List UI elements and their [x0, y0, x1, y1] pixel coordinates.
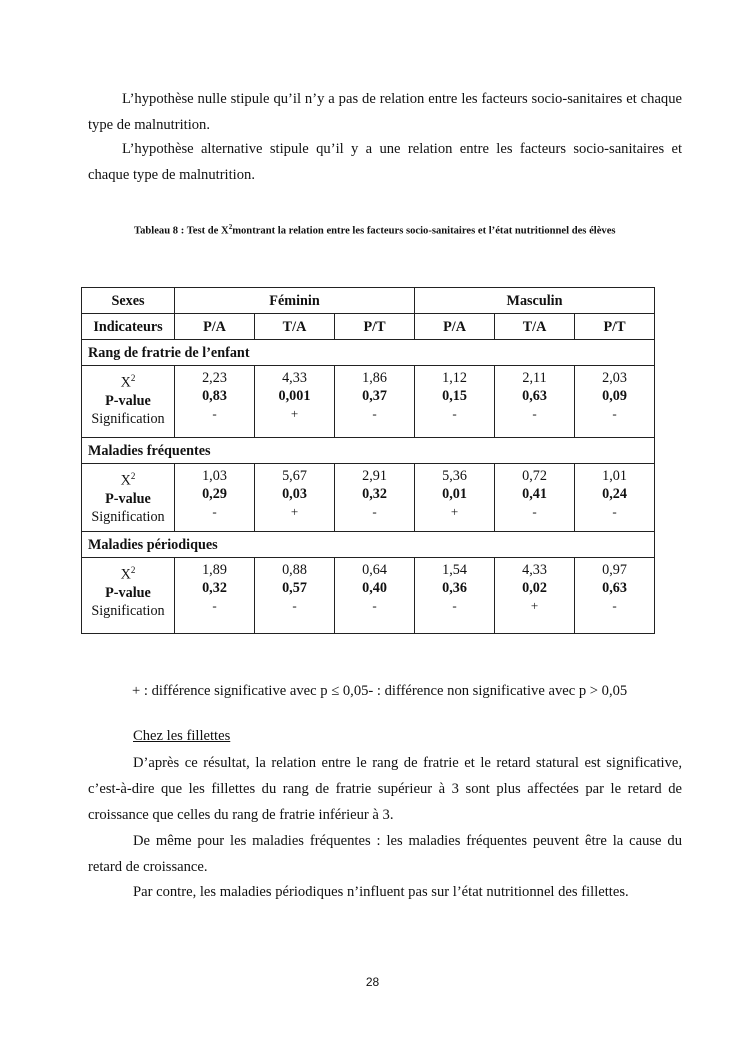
significance-value: - [212, 598, 217, 613]
significance-value: + [290, 504, 299, 519]
row-labels-cell [82, 464, 175, 532]
pvalue-value: 0,41 [522, 486, 547, 502]
pvalue-value: 0,63 [522, 388, 547, 404]
x2-value: 1,01 [602, 468, 627, 484]
result-paragraph-3: Par contre, les maladies périodiques n’influent pas sur l’état nutritionnel des fillettes. [133, 884, 629, 900]
indicateurs-header: Indicateurs [82, 314, 175, 340]
stat-cell [495, 366, 575, 438]
data-row [82, 366, 655, 438]
col-header: P/A [175, 314, 255, 340]
significance-value: - [532, 406, 537, 421]
table-header-sexes [82, 288, 655, 314]
pvalue-value: 0,63 [602, 580, 627, 596]
pvalue-label: P-value [105, 392, 151, 409]
pvalue-value: 0,32 [362, 486, 387, 502]
page-number: 28 [365, 975, 380, 989]
x2-value: 4,33 [282, 370, 307, 386]
section-title: Rang de fratrie de l’enfant [82, 340, 655, 366]
x2-value: 2,11 [522, 370, 547, 386]
significance-value: - [612, 598, 617, 613]
section-title: Maladies fréquentes [82, 438, 655, 464]
col-header: P/T [575, 314, 655, 340]
signification-label: Signification [91, 410, 165, 427]
stat-cell [575, 366, 655, 438]
x2-value: 2,03 [602, 370, 627, 386]
section-row [82, 340, 655, 366]
significance-value: - [212, 406, 217, 421]
sexes-header: Sexes [82, 288, 175, 314]
pvalue-value: 0,09 [602, 388, 627, 404]
caption-prefix: Tableau 8 : Test de X [134, 225, 229, 237]
x2-value: 2,23 [202, 370, 227, 386]
significance-value: - [532, 504, 537, 519]
pvalue-value: 0,15 [442, 388, 467, 404]
col-header: P/A [415, 314, 495, 340]
result-paragraph-2: De même pour les maladies fréquentes : les maladies fréquentes peuvent être la cause du retard de croissance. [88, 833, 682, 875]
x2-value: 5,67 [282, 468, 307, 484]
row-labels-cell [82, 366, 175, 438]
signification-label: Signification [91, 602, 165, 619]
table-caption [88, 215, 682, 244]
x2-value: 0,88 [282, 562, 307, 578]
significance-value: - [612, 406, 617, 421]
stat-cell [495, 464, 575, 532]
stat-cell [255, 464, 335, 532]
hypothesis-null-paragraph: L’hypothèse nulle stipule qu’il n’y a pas de relation entre les facteurs socio-sanitaires et chaque type de malnutrition. [88, 91, 682, 133]
significance-value: + [530, 598, 539, 613]
section-title: Maladies périodiques [82, 532, 655, 558]
x2-label-sup: 2 [130, 471, 136, 481]
x2-label-sup: 2 [130, 373, 136, 383]
pvalue-value: 0,29 [202, 486, 227, 502]
pvalue-label: P-value [105, 490, 151, 507]
stat-cell [335, 558, 415, 634]
pvalue-value: 0,24 [602, 486, 627, 502]
significance-value: - [612, 504, 617, 519]
stat-cell [335, 366, 415, 438]
stat-cell [255, 366, 335, 438]
significance-value: - [372, 598, 377, 613]
significance-value: + [450, 504, 459, 519]
stat-cell [575, 464, 655, 532]
feminin-header: Féminin [175, 288, 415, 314]
significance-value: - [372, 406, 377, 421]
col-header: T/A [255, 314, 335, 340]
x2-value: 0,64 [362, 562, 387, 578]
subheading-fillettes: Chez les fillettes [133, 728, 231, 744]
significance-legend: + : différence significative avec p ≤ 0,05- : différence non significative avec p > 0,05 [132, 683, 628, 699]
x2-label [82, 467, 174, 490]
x2-value: 1,03 [202, 468, 227, 484]
x2-label [82, 561, 174, 584]
pvalue-value: 0,001 [278, 388, 311, 404]
x2-value: 5,36 [442, 468, 467, 484]
stat-cell [495, 558, 575, 634]
stat-cell [415, 558, 495, 634]
pvalue-label: P-value [105, 584, 151, 601]
pvalue-value: 0,57 [282, 580, 307, 596]
stat-cell [255, 558, 335, 634]
x2-value: 0,72 [522, 468, 547, 484]
x2-value: 1,89 [202, 562, 227, 578]
stat-cell [175, 464, 255, 532]
row-labels-cell [82, 558, 175, 634]
stat-cell [415, 464, 495, 532]
x2-label-sup: 2 [130, 565, 136, 575]
pvalue-value: 0,03 [282, 486, 307, 502]
significance-value: + [290, 406, 299, 421]
x2-value: 4,33 [522, 562, 547, 578]
stat-cell [335, 464, 415, 532]
pvalue-value: 0,01 [442, 486, 467, 502]
col-header: P/T [335, 314, 415, 340]
data-row [82, 464, 655, 532]
significance-value: - [292, 598, 297, 613]
pvalue-value: 0,36 [442, 580, 467, 596]
x2-value: 1,54 [442, 562, 467, 578]
stat-cell [575, 558, 655, 634]
result-paragraph-1: D’après ce résultat, la relation entre le rang de fratrie et le retard statural est significative, c’est-à-dire que les fillettes du rang de fratrie supérieur à 3 sont plus affectées par le retard de croissance que celles du rang de fratrie inférieur à 3. [88, 755, 682, 823]
stat-cell [175, 558, 255, 634]
pvalue-value: 0,37 [362, 388, 387, 404]
masculin-header: Masculin [415, 288, 655, 314]
significance-value: - [452, 598, 457, 613]
pvalue-value: 0,32 [202, 580, 227, 596]
section-row [82, 532, 655, 558]
significance-value: - [372, 504, 377, 519]
caption-suffix: montrant la relation entre les facteurs socio-sanitaires et l’état nutritionnel des élèves [232, 225, 616, 237]
stat-cell [175, 366, 255, 438]
significance-value: - [212, 504, 217, 519]
x2-value: 1,86 [362, 370, 387, 386]
stat-cell [415, 366, 495, 438]
x2-value: 0,97 [602, 562, 627, 578]
x2-label-text: X [120, 472, 131, 489]
pvalue-value: 0,40 [362, 580, 387, 596]
section-row [82, 438, 655, 464]
significance-value: - [452, 406, 457, 421]
signification-label: Signification [91, 508, 165, 525]
x2-label [82, 369, 174, 392]
pvalue-value: 0,02 [522, 580, 547, 596]
data-row [82, 558, 655, 634]
col-header: T/A [495, 314, 575, 340]
x2-label-text: X [120, 374, 131, 391]
hypothesis-alternative-paragraph: L’hypothèse alternative stipule qu’il y a une relation entre les facteurs socio-sanitaires et chaque type de malnutrition. [88, 141, 682, 183]
table-header-indicators [82, 314, 655, 340]
x2-value: 1,12 [442, 370, 467, 386]
caption-superscript: 2 [228, 223, 233, 231]
x2-label-text: X [120, 566, 131, 583]
pvalue-value: 0,83 [202, 388, 227, 404]
chi-square-table [81, 287, 655, 634]
x2-value: 2,91 [362, 468, 387, 484]
